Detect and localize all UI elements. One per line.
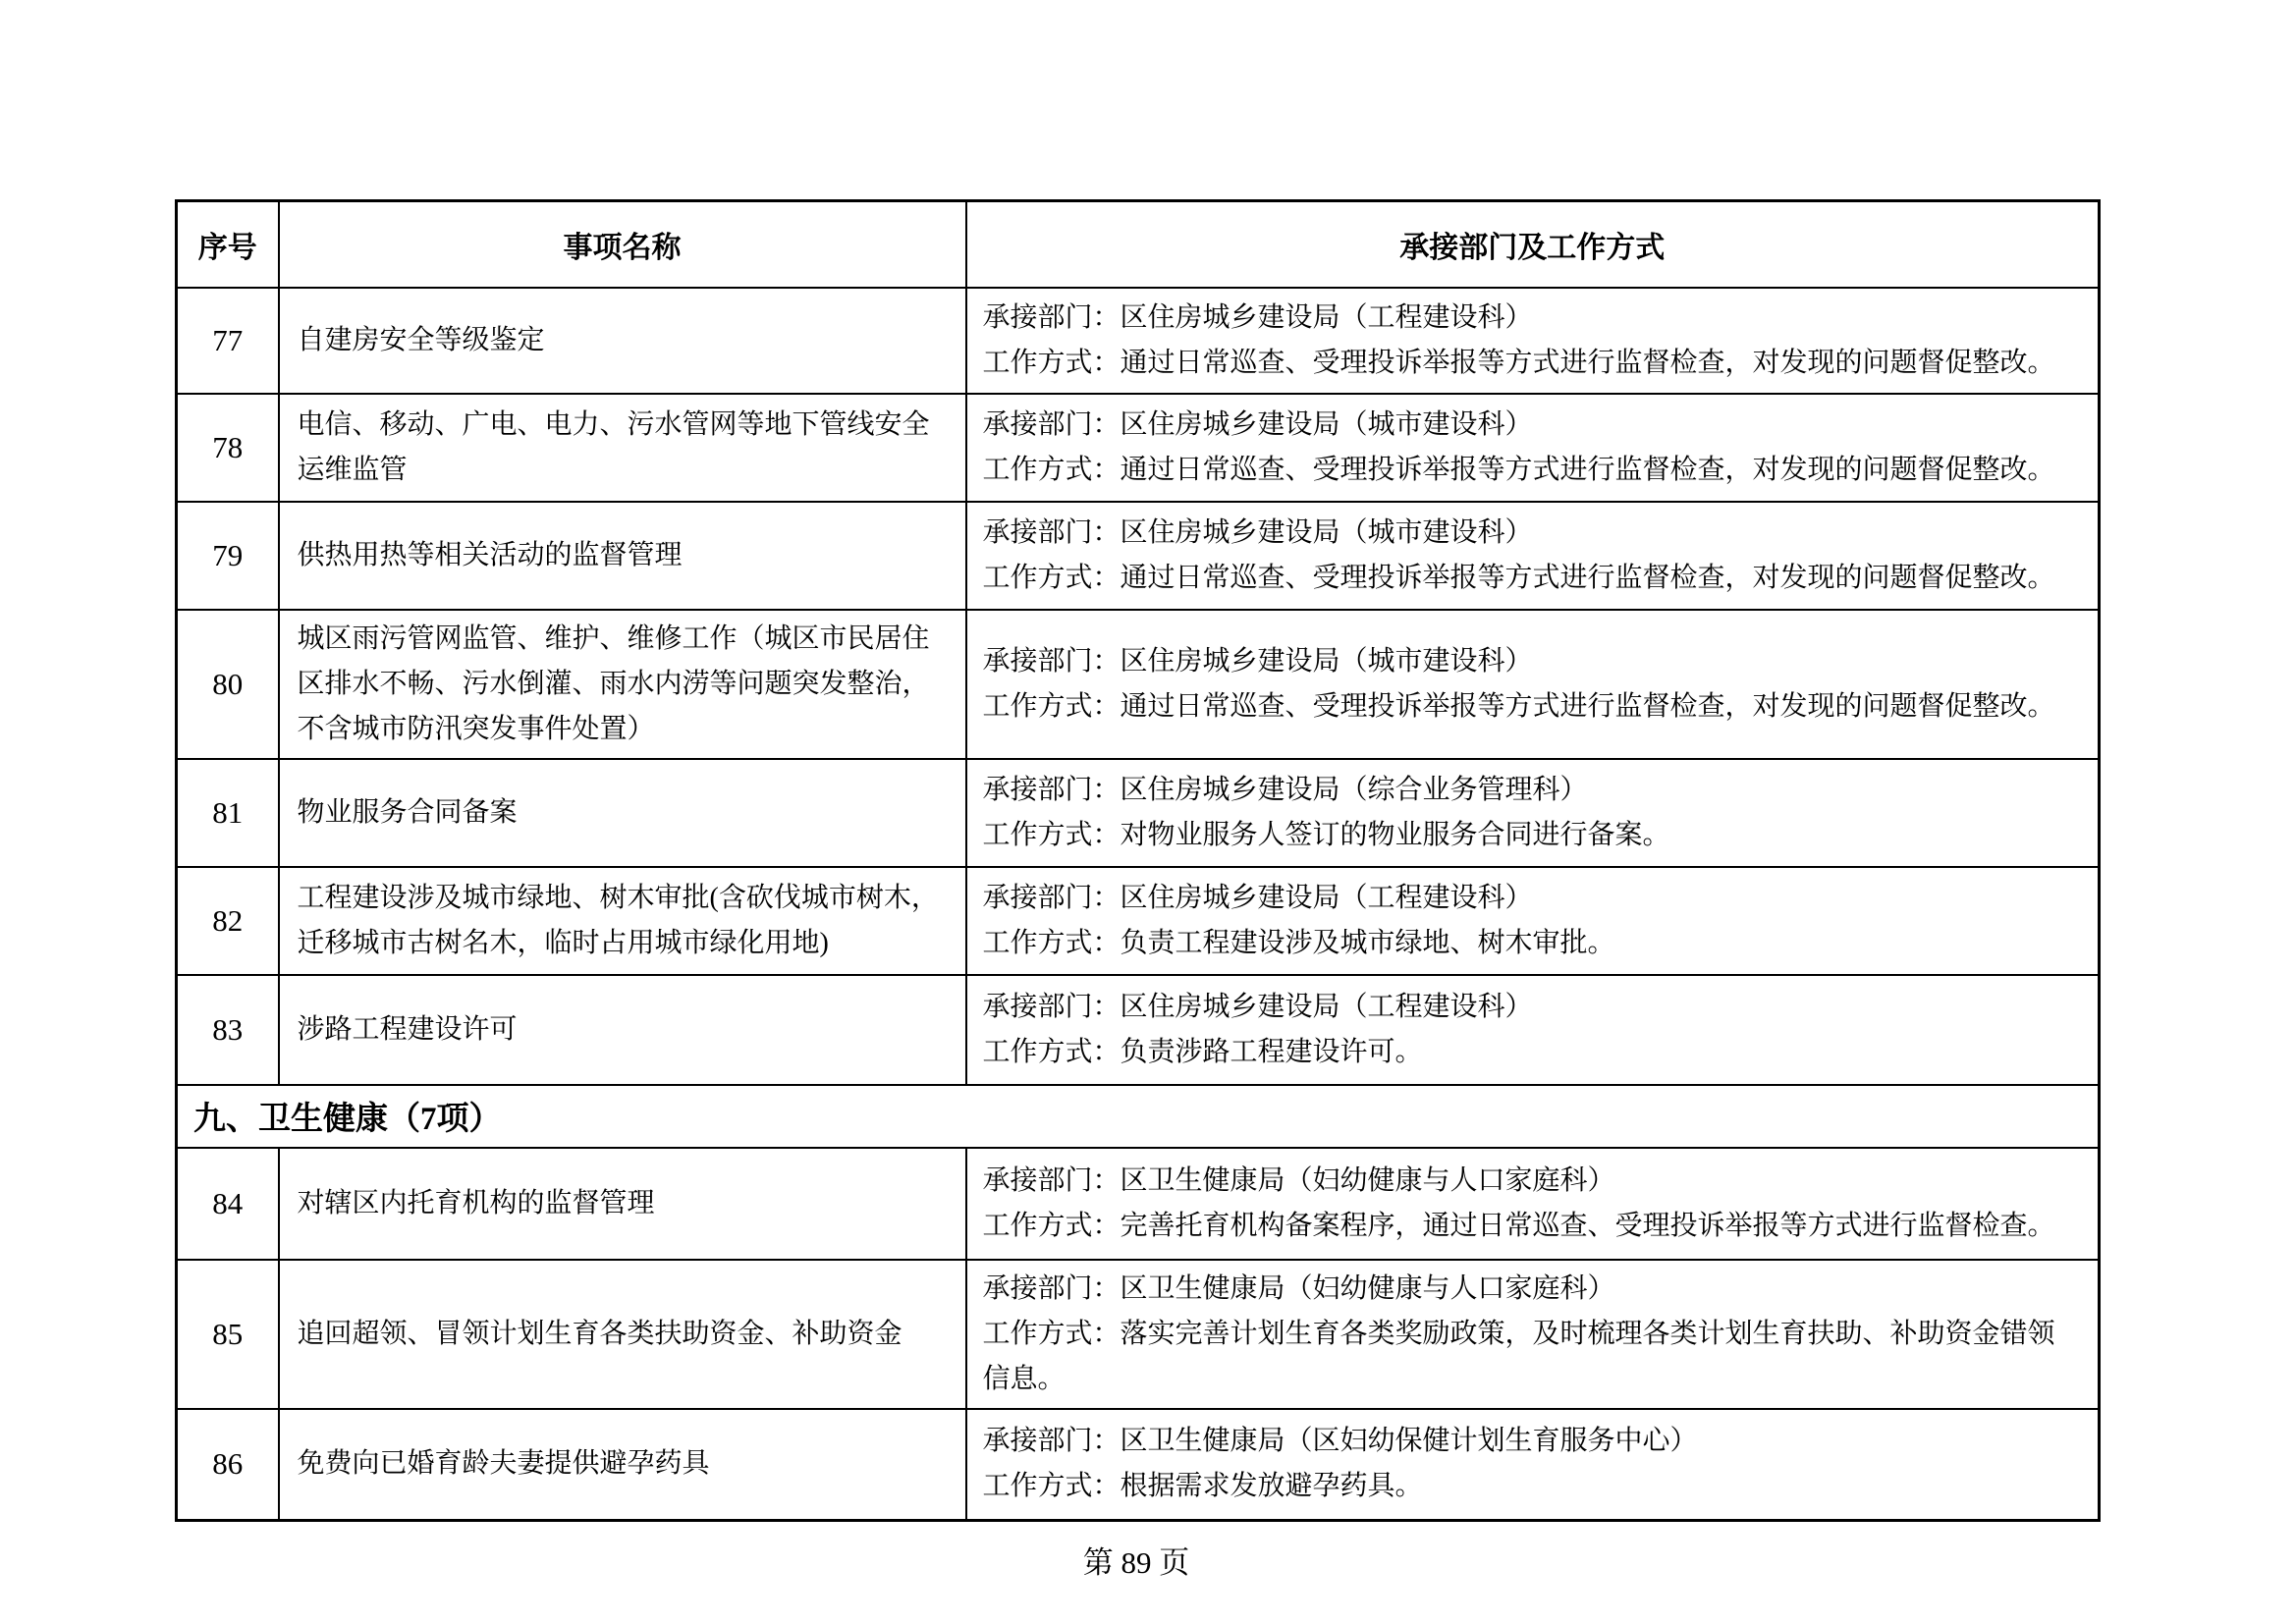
table-row xyxy=(177,288,2100,394)
method-line: 工作方式：通过日常巡查、受理投诉举报等方式进行监督检查，对发现的问题督促整改。 xyxy=(982,690,2055,722)
header-cell-dept: 承接部门及工作方式 xyxy=(966,201,2100,288)
method-line: 工作方式：对物业服务人签订的物业服务合同进行备案。 xyxy=(982,819,1670,850)
item-name-cell: 物业服务合同备案 xyxy=(279,759,966,867)
method-line: 工作方式：通过日常巡查、受理投诉举报等方式进行监督检查，对发现的问题督促整改。 xyxy=(982,347,2055,378)
department-cell xyxy=(966,1409,2100,1521)
row-number: 78 xyxy=(177,394,279,502)
method-line: 工作方式：通过日常巡查、受理投诉举报等方式进行监督检查，对发现的问题督促整改。 xyxy=(982,562,2055,593)
dept-line: 承接部门：区住房城乡建设局（城市建设科） xyxy=(982,645,1533,676)
item-name-cell: 电信、移动、广电、电力、污水管网等地下管线安全运维监管 xyxy=(279,394,966,502)
row-number: 82 xyxy=(177,867,279,975)
table-row xyxy=(177,502,2100,610)
department-cell xyxy=(966,288,2100,394)
department-cell xyxy=(966,759,2100,867)
dept-line: 承接部门：区住房城乡建设局（工程建设科） xyxy=(982,301,1533,333)
row-number: 83 xyxy=(177,975,279,1085)
item-name-cell: 城区雨污管网监管、维护、维修工作（城区市民居住区排水不畅、污水倒灌、雨水内涝等问题突发整治，不含城市防汛突发事件处置） xyxy=(279,610,966,759)
row-number: 86 xyxy=(177,1409,279,1521)
method-line: 工作方式：根据需求发放避孕药具。 xyxy=(982,1471,1423,1502)
page-footer: 第 89 页 xyxy=(1082,1545,1190,1580)
department-cell xyxy=(966,1148,2100,1260)
department-cell xyxy=(966,1260,2100,1409)
department-cell xyxy=(966,394,2100,502)
row-number: 84 xyxy=(177,1148,279,1260)
method-line: 工作方式：负责涉路工程建设许可。 xyxy=(982,1036,1423,1067)
table-row xyxy=(177,394,2100,502)
table-row xyxy=(177,975,2100,1085)
method-line: 工作方式：通过日常巡查、受理投诉举报等方式进行监督检查，对发现的问题督促整改。 xyxy=(982,454,2055,485)
item-name-cell: 对辖区内托育机构的监督管理 xyxy=(279,1148,966,1260)
method-line: 工作方式：完善托育机构备案程序，通过日常巡查、受理投诉举报等方式进行监督检查。 xyxy=(982,1210,2055,1241)
dept-line: 承接部门：区卫生健康局（妇幼健康与人口家庭科） xyxy=(982,1164,1615,1196)
item-name-cell: 免费向已婚育龄夫妻提供避孕药具 xyxy=(279,1409,966,1521)
department-cell xyxy=(966,610,2100,759)
dept-line: 承接部门：区住房城乡建设局（城市建设科） xyxy=(982,408,1533,440)
row-number: 81 xyxy=(177,759,279,867)
row-number: 77 xyxy=(177,288,279,394)
document-table xyxy=(175,199,2101,1522)
section-header-row xyxy=(177,1085,2100,1148)
row-number: 80 xyxy=(177,610,279,759)
row-number: 85 xyxy=(177,1260,279,1409)
table-row xyxy=(177,1148,2100,1260)
table-row xyxy=(177,759,2100,867)
dept-line: 承接部门：区卫生健康局（妇幼健康与人口家庭科） xyxy=(982,1272,1615,1304)
department-cell xyxy=(966,502,2100,610)
dept-line: 承接部门：区住房城乡建设局（工程建设科） xyxy=(982,882,1533,913)
header-cell-name: 事项名称 xyxy=(279,201,966,288)
table-row xyxy=(177,1409,2100,1521)
method-line: 工作方式：负责工程建设涉及城市绿地、树木审批。 xyxy=(982,927,1615,958)
section-title: 九、卫生健康（7项） xyxy=(177,1085,2100,1148)
header-cell-no: 序号 xyxy=(177,201,279,288)
table-row xyxy=(177,610,2100,759)
dept-line: 承接部门：区住房城乡建设局（工程建设科） xyxy=(982,991,1533,1022)
dept-line: 承接部门：区住房城乡建设局（城市建设科） xyxy=(982,516,1533,548)
row-number: 79 xyxy=(177,502,279,610)
department-cell xyxy=(966,975,2100,1085)
method-line: 工作方式：落实完善计划生育各类奖励政策，及时梳理各类计划生育扶助、补助资金错领信息。 xyxy=(982,1318,2055,1394)
item-name-cell: 涉路工程建设许可 xyxy=(279,975,966,1085)
item-name-cell: 自建房安全等级鉴定 xyxy=(279,288,966,394)
item-name-cell: 供热用热等相关活动的监督管理 xyxy=(279,502,966,610)
item-name-cell: 追回超领、冒领计划生育各类扶助资金、补助资金 xyxy=(279,1260,966,1409)
department-cell xyxy=(966,867,2100,975)
dept-line: 承接部门：区卫生健康局（区妇幼保健计划生育服务中心） xyxy=(982,1426,1698,1457)
table-row xyxy=(177,1260,2100,1409)
dept-line: 承接部门：区住房城乡建设局（综合业务管理科） xyxy=(982,774,1588,805)
item-name-cell: 工程建设涉及城市绿地、树木审批(含砍伐城市树木，迁移城市古树名木，临时占用城市绿化用地) xyxy=(279,867,966,975)
table-header-row xyxy=(177,201,2100,288)
table-row xyxy=(177,867,2100,975)
